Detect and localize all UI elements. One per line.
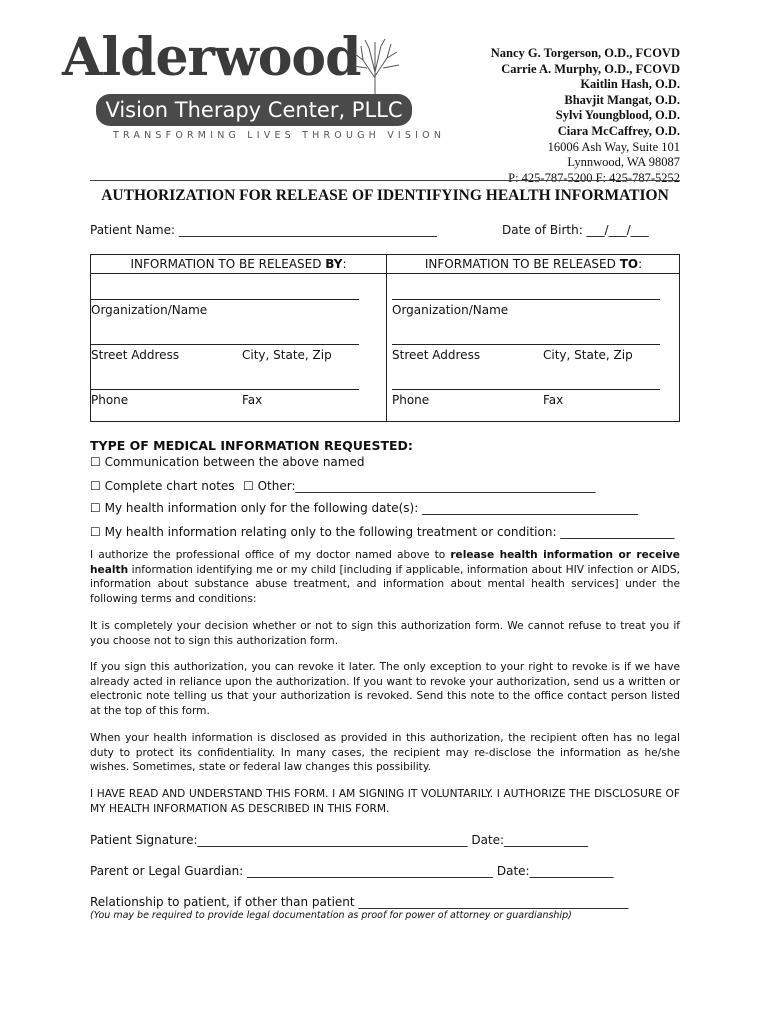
logo-wordmark: Alderwood [62, 27, 361, 88]
checkbox-icon[interactable]: ☐ [90, 525, 101, 539]
tree-logo-icon [345, 38, 405, 98]
doctor-name: Kaitlin Hash, O.D. [580, 77, 680, 92]
by-street-label: Street Address [91, 348, 180, 362]
option-dates[interactable]: ☐ My health information only for the following date(s): ____________________________________ [90, 501, 639, 515]
by-phone-line[interactable] [91, 389, 359, 390]
option-condition[interactable]: ☐ My health information relating only to the following treatment or condition: ___________________ [90, 525, 675, 539]
to-fax-label: Fax [543, 393, 564, 407]
doctor-name: Ciara McCaffrey, O.D. [557, 123, 680, 138]
address-line-2: Lynnwood, WA 98087 [567, 155, 680, 170]
acknowledgement-paragraph: I HAVE READ AND UNDERSTAND THIS FORM. I AM SIGNING IT VOLUNTARILY. I AUTHORIZE THE DISCLOSURE OF MY HEALTH INFORMATION AS DESCRIBED IN THIS FORM. [90, 788, 680, 815]
relationship-field[interactable]: Relationship to patient, if other than patient _____________________________________________ [90, 895, 629, 909]
checkbox-icon[interactable]: ☐ [90, 455, 101, 469]
to-city-label: City, State, Zip [543, 348, 633, 362]
checkbox-icon[interactable]: ☐ [243, 479, 254, 493]
practice-contact-block [491, 46, 680, 186]
released-to-header: INFORMATION TO BE RELEASED TO: [424, 257, 643, 271]
decision-paragraph: It is completely your decision whether or not to sign this authorization form. We cannot refuse to treat you if you choose not to sign this authorization form. [90, 620, 680, 647]
phone-fax: P: 425-787-5200 F: 425-787-5252 [508, 170, 680, 185]
patient-signature-field[interactable]: Patient Signature:_____________________________________________ Date:______________ [90, 833, 589, 847]
release-parties-box [90, 254, 680, 422]
authorization-paragraph: I authorize the professional office of my doctor named above to release health information or receive health information identifying me or my child [including if applicable, information about HIV infection or AIDS, information about substance abuse treatment, and information about mental health services] under the following terms and conditions: [90, 549, 680, 605]
checkbox-icon[interactable]: ☐ [90, 479, 101, 493]
by-address-line[interactable] [91, 344, 359, 345]
by-city-label: City, State, Zip [242, 348, 332, 362]
checkbox-icon[interactable]: ☐ [90, 501, 101, 515]
doctor-name: Sylvi Youngblood, O.D. [555, 108, 680, 123]
option-complete-chart[interactable]: ☐ Complete chart notes [90, 479, 235, 493]
by-organization-line[interactable] [91, 299, 359, 300]
disclosure-paragraph: When your health information is disclosed as provided in this authorization, the recipient often has no legal duty to protect its confidentiality. In many cases, the recipient may re-disclose the information as he/she wishes. Sometimes, state or federal law changes this possibility. [90, 732, 680, 774]
by-fax-label: Fax [242, 393, 263, 407]
by-phone-label: Phone [91, 393, 129, 407]
option-other[interactable]: ☐ Other:__________________________________________________ [243, 479, 596, 493]
date-of-birth-field[interactable]: Date of Birth: ___/___/___ [502, 223, 649, 237]
doctor-name: Bhavjit Mangat, O.D. [564, 92, 680, 107]
logo-banner: Vision Therapy Center, PLLC [96, 94, 412, 126]
to-phone-label: Phone [392, 393, 430, 407]
released-by-header: INFORMATION TO BE RELEASED BY: [130, 257, 347, 271]
by-organization-label: Organization/Name [91, 303, 208, 317]
option-communication[interactable]: ☐ Communication between the above named [90, 455, 365, 469]
address-line-1: 16006 Ash Way, Suite 101 [547, 139, 680, 154]
guardian-signature-field[interactable]: Parent or Legal Guardian: _________________________________________ Date:______________ [90, 864, 614, 878]
to-phone-line[interactable] [392, 389, 660, 390]
to-street-label: Street Address [392, 348, 481, 362]
form-title: AUTHORIZATION FOR RELEASE OF IDENTIFYING HEALTH INFORMATION [101, 187, 669, 204]
to-address-line[interactable] [392, 344, 660, 345]
patient-name-field[interactable]: Patient Name: ___________________________________________ [90, 223, 437, 237]
legal-documentation-note: (You may be required to provide legal documentation as proof for power of attorney or guardianship) [90, 910, 572, 921]
to-organization-line[interactable] [392, 299, 660, 300]
doctor-name: Carrie A. Murphy, O.D., FCOVD [501, 61, 680, 76]
logo-tagline: TRANSFORMING LIVES THROUGH VISION [113, 130, 446, 141]
to-organization-label: Organization/Name [392, 303, 509, 317]
header-divider [90, 180, 680, 181]
type-heading: TYPE OF MEDICAL INFORMATION REQUESTED: [90, 438, 413, 453]
revoke-paragraph: If you sign this authorization, you can revoke it later. The only exception to your right to revoke is if we have already acted in reliance upon the authorization. If you want to revoke your authorization, send us a written or electronic note telling us that your authorization is revoked. Send this note to the office contact person listed at the top of this form. [90, 661, 680, 717]
doctor-name: Nancy G. Torgerson, O.D., FCOVD [490, 46, 680, 60]
